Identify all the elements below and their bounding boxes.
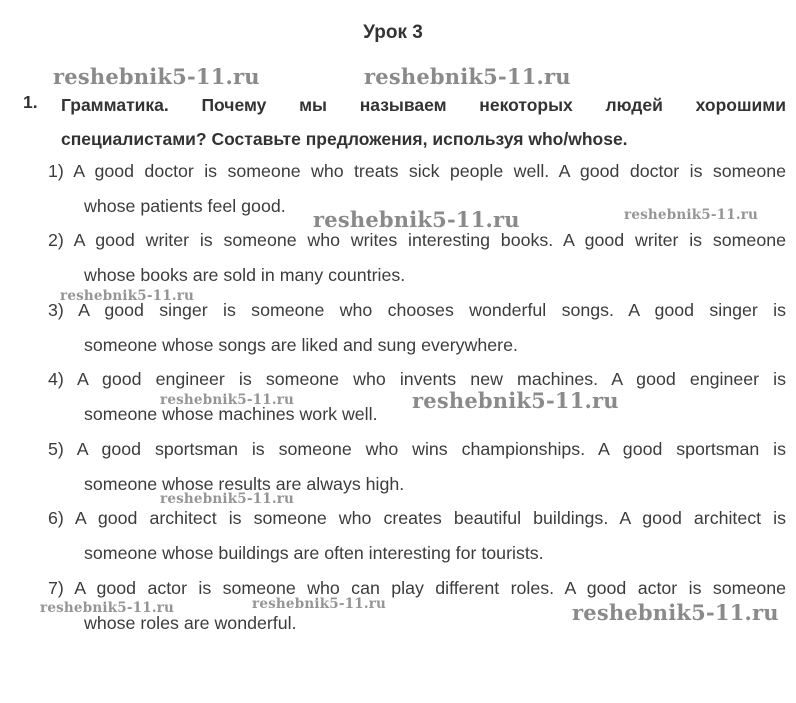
answer-line-2: someone whose buildings are often interesting for tourists. [84,543,544,563]
answer-line-1 [48,154,786,189]
task-heading [61,88,786,156]
watermark: reshebnik5-11.ru [252,596,387,612]
answer-text: A good architect is someone who creates beautiful buildings. A good architect is [74,508,786,528]
answer-number: 4) [48,369,64,389]
answer-number: 7) [48,578,64,598]
watermark: reshebnik5-11.ru [572,600,779,625]
answer-number: 1) [48,161,64,181]
answer-number: 3) [48,300,64,320]
watermark: reshebnik5-11.ru [412,388,619,413]
watermark: reshebnik5-11.ru [53,64,260,89]
task-number: 1. [23,92,38,112]
answer-line-2: someone whose songs are liked and sung everywhere. [84,335,518,355]
answer-text: A good writer is someone who writes interesting books. A good writer is someone [73,230,786,250]
answer-text: A good singer is someone who chooses wonderful songs. A good singer is [78,300,786,320]
answer-text: A good sportsman is someone who wins championships. A good sportsman is [76,439,786,459]
answer-text: A good doctor is someone who treats sick people well. A good doctor is someone [73,161,786,181]
answer-line-1 [48,432,786,467]
answer-item-6 [48,501,786,571]
watermark: reshebnik5-11.ru [40,600,175,616]
answer-line-1 [48,501,786,536]
answer-line-2: whose patients feel good. [84,196,286,216]
answer-item-2 [48,223,786,293]
watermark: reshebnik5-11.ru [160,491,295,507]
answer-line-2: whose books are sold in many countries. [84,265,406,285]
watermark: reshebnik5-11.ru [160,392,295,408]
watermark: reshebnik5-11.ru [60,288,195,304]
watermark: reshebnik5-11.ru [364,64,571,89]
answer-text: A good engineer is someone who invents new machines. A good engineer is [76,369,787,389]
answer-text: A good actor is someone who can play different roles. A good actor is someone [74,578,786,598]
answer-item-5 [48,432,786,502]
task-heading-line-2: специалистами? Составьте предложения, используя who/whose. [61,129,628,149]
task-heading-line-1: Грамматика. Почему мы называем некоторых людей хорошими [61,95,786,115]
answer-line-2: someone whose machines work well. [84,404,378,424]
answer-number: 5) [48,439,64,459]
watermark: reshebnik5-11.ru [313,207,520,232]
answer-number: 6) [48,508,64,528]
watermark: reshebnik5-11.ru [624,207,759,223]
answer-line-2: whose roles are wonderful. [84,613,297,633]
lesson-title: Урок 3 [363,22,423,43]
answer-line-2: someone whose results are always high. [84,474,405,494]
answer-number: 2) [48,230,64,250]
